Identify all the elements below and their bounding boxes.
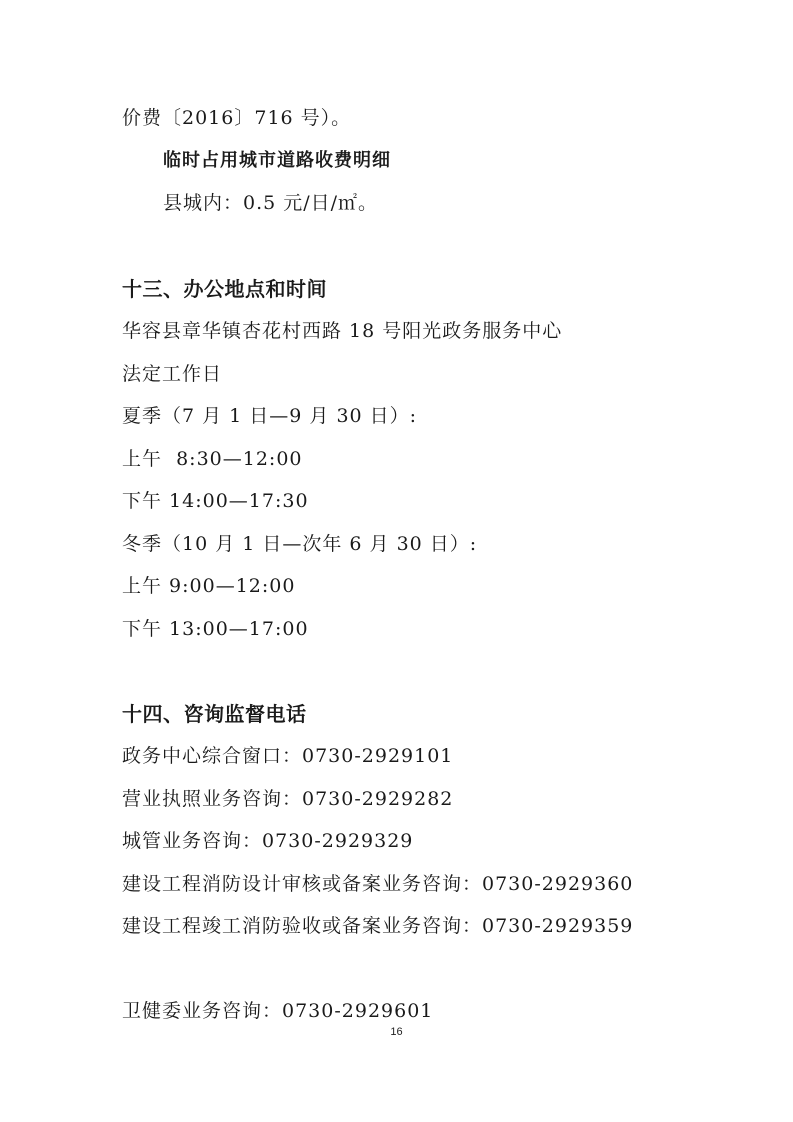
summer-afternoon: 下午 14:00—17:30	[122, 490, 309, 512]
section-heading-office: 十三、办公地点和时间	[122, 277, 327, 301]
page-number: 16	[390, 1026, 403, 1038]
winter-label: 冬季（10 月 1 日—次年 6 月 30 日）:	[122, 533, 478, 555]
fee-detail-title: 临时占用城市道路收费明细	[163, 150, 391, 171]
doc-reference-tail: 价费〔2016〕716 号）。	[122, 107, 352, 129]
section-heading-contacts: 十四、咨询监督电话	[122, 702, 307, 726]
winter-afternoon: 下午 13:00—17:00	[122, 618, 309, 640]
summer-label: 夏季（7 月 1 日—9 月 30 日）:	[122, 405, 418, 427]
contact-item: 城管业务咨询：0730-2929329	[122, 830, 414, 852]
office-address: 华容县章华镇杏花村西路 18 号阳光政务服务中心	[122, 320, 563, 342]
fee-detail-value: 县城内：0.5 元/日/㎡。	[163, 192, 379, 214]
contact-item: 卫健委业务咨询：0730-2929601	[122, 1000, 434, 1022]
summer-morning: 上午 8:30—12:00	[122, 448, 303, 470]
contact-item: 营业执照业务咨询：0730-2929282	[122, 788, 454, 810]
workday-label: 法定工作日	[122, 363, 223, 385]
contact-item: 建设工程消防设计审核或备案业务咨询：0730-2929360	[122, 873, 634, 895]
contact-item: 建设工程竣工消防验收或备案业务咨询：0730-2929359	[122, 915, 634, 937]
winter-morning: 上午 9:00—12:00	[122, 575, 296, 597]
contact-item: 政务中心综合窗口：0730-2929101	[122, 745, 454, 767]
